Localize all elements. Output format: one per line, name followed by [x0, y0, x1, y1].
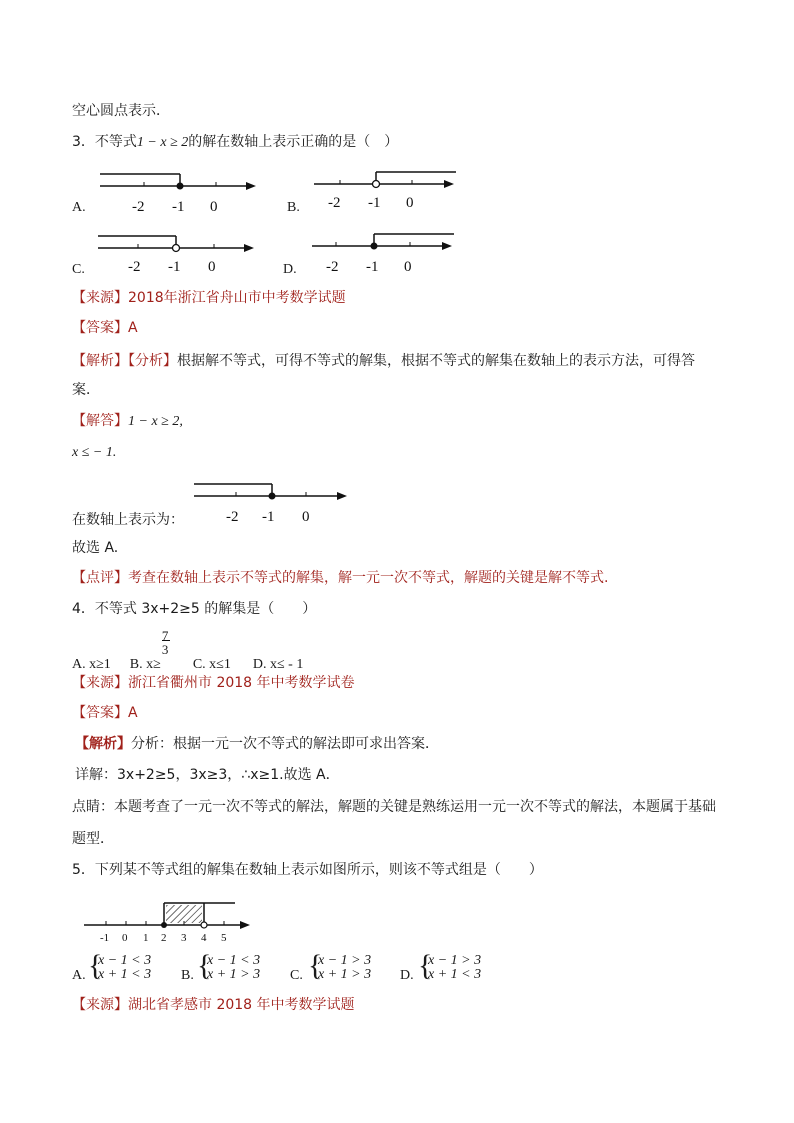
q4-answer: 【答案】A	[72, 705, 138, 721]
q3-analysis	[72, 351, 695, 371]
q3-option-a-numberline	[98, 168, 258, 216]
q3-option-a-label: A.	[72, 200, 86, 215]
solid-point	[161, 922, 167, 928]
tick-label: -1	[366, 259, 379, 275]
q3-answer: 【答案】A	[72, 320, 138, 336]
q3-option-b-numberline	[312, 166, 462, 214]
q3-option-b-label: B.	[287, 200, 300, 215]
hollow-point	[173, 245, 180, 252]
q5-source: 【来源】湖北省孝感市 2018 年中考数学试题	[72, 997, 355, 1013]
q4-option-b	[129, 628, 171, 672]
q3-source: 【来源】2018年浙江省舟山市中考数学试题	[72, 290, 346, 306]
tick-label: 4	[201, 932, 207, 944]
solid-point	[371, 243, 378, 250]
tick-label: -1	[168, 259, 181, 275]
q5-option-b-line1: x − 1 < 3	[207, 953, 261, 968]
tick-label: -1	[368, 195, 381, 211]
q3-analysis-text: 根据解不等式，可得不等式的解集，根据不等式的解集在数轴上的表示方法，可得答	[177, 353, 695, 369]
brace-glyph: {	[308, 949, 323, 982]
tick-label: 0	[210, 199, 218, 215]
q4-option-c: C. x≤1	[192, 657, 231, 672]
tick-label: 0	[404, 259, 412, 275]
q4-stem: 4．不等式 3x+2≥5 的解集是（ ）	[72, 601, 317, 617]
q4-option-b-numerator: 7	[161, 628, 169, 643]
q4-comment-cont: 题型．	[72, 831, 114, 847]
q3-analysis-cont: 案．	[72, 382, 100, 398]
q4-analysis-tag: 【解析】	[75, 736, 131, 752]
tick-label: -2	[226, 509, 239, 525]
q3-solution-math: 1 − x ≥ 2,	[128, 414, 183, 429]
q5-option-a-line2: x + 1 < 3	[98, 967, 152, 982]
tick-label: -2	[328, 195, 341, 211]
q4-analysis	[75, 734, 439, 754]
q4-analysis-text: 分析：根据一元一次不等式的解法即可求出答案．	[131, 736, 439, 752]
hollow-point	[201, 922, 207, 928]
q5-option-a-line1: x − 1 < 3	[98, 953, 152, 968]
q3-option-d-numberline	[310, 228, 460, 276]
tick-label: 2	[161, 932, 167, 944]
tick-label: -1	[172, 199, 185, 215]
q3-stem-math: 1 − x ≥ 2	[136, 135, 189, 150]
q3-comment-tag: 【点评】	[72, 570, 128, 586]
q3-choose: 故选 A.	[72, 540, 119, 556]
q4-detail: 详解：3x+2≥5，3x≥3，∴x≥1.故选 A．	[75, 767, 340, 783]
q3-on-axis-text: 在数轴上表示为：	[72, 512, 184, 528]
intro-tail: 空心圆点表示．	[72, 103, 170, 119]
q3-stem	[72, 132, 398, 153]
q4-option-b-prefix: B. x≥	[129, 657, 161, 672]
q4-comment: 点睛：本题考查了一元一次不等式的解法，解题的关键是熟练运用一元一次不等式的解法，本题属于基础	[72, 799, 716, 815]
hollow-point	[373, 181, 380, 188]
q5-option-d-line1: x − 1 > 3	[428, 953, 482, 968]
q5-stem: 5．下列某不等式组的解集在数轴上表示如图所示，则该不等式组是（ ）	[72, 862, 543, 878]
q4-option-b-denominator: 3	[161, 642, 169, 657]
tick-label: -2	[326, 259, 339, 275]
q5-option-b-label: B.	[181, 968, 194, 983]
tick-label: 0	[208, 259, 216, 275]
q3-comment-text: 考查在数轴上表示不等式的解集，解一元一次不等式，解题的关键是解不等式.	[128, 570, 609, 586]
tick-label: 3	[181, 932, 187, 944]
tick-label: -2	[132, 199, 145, 215]
q3-stem-prefix: 3．不等式	[72, 134, 137, 150]
tick-label: 0	[302, 509, 310, 525]
q5-numberline	[80, 893, 260, 945]
q3-solution-numberline	[192, 476, 352, 526]
solid-point	[177, 183, 184, 190]
q3-solution-tag: 【解答】	[72, 413, 128, 429]
brace-glyph: {	[88, 949, 103, 982]
q3-comment	[72, 568, 608, 588]
q3-option-d-label: D.	[283, 262, 297, 277]
q5-option-d-label: D.	[400, 968, 414, 983]
brace-glyph: {	[197, 949, 212, 982]
q3-option-c-label: C.	[72, 262, 85, 277]
solution-region	[166, 905, 202, 923]
q5-option-b-line2: x + 1 > 3	[207, 967, 261, 982]
q3-analysis-tag: 【解析】【分析】	[72, 353, 177, 369]
q5-option-c-line1: x − 1 > 3	[318, 953, 372, 968]
tick-label: 0	[406, 195, 414, 211]
q3-solution-step2: x ≤ − 1.	[72, 445, 117, 460]
tick-label: -2	[128, 259, 141, 275]
tick-label: 1	[143, 932, 149, 944]
q4-option-d: D. x≤ - 1	[252, 657, 304, 672]
q4-option-a: A. x≥1	[72, 657, 111, 672]
q5-option-a-label: A.	[72, 968, 86, 983]
q3-option-c-numberline	[94, 230, 264, 278]
q3-solution	[72, 411, 183, 432]
tick-label: 0	[122, 932, 128, 944]
q5-option-c-label: C.	[290, 968, 303, 983]
brace-glyph: {	[418, 949, 433, 982]
tick-label: -1	[262, 509, 275, 525]
tick-label: -1	[100, 932, 110, 944]
q4-options	[72, 628, 304, 675]
solid-point	[269, 493, 276, 500]
tick-label: 5	[221, 932, 227, 944]
q5-option-c-line2: x + 1 > 3	[318, 967, 372, 982]
q4-source: 【来源】浙江省衢州市 2018 年中考数学试卷	[72, 675, 355, 691]
q3-stem-suffix: 的解在数轴上表示正确的是（ ）	[188, 134, 399, 150]
q5-option-d-line2: x + 1 < 3	[428, 967, 482, 982]
